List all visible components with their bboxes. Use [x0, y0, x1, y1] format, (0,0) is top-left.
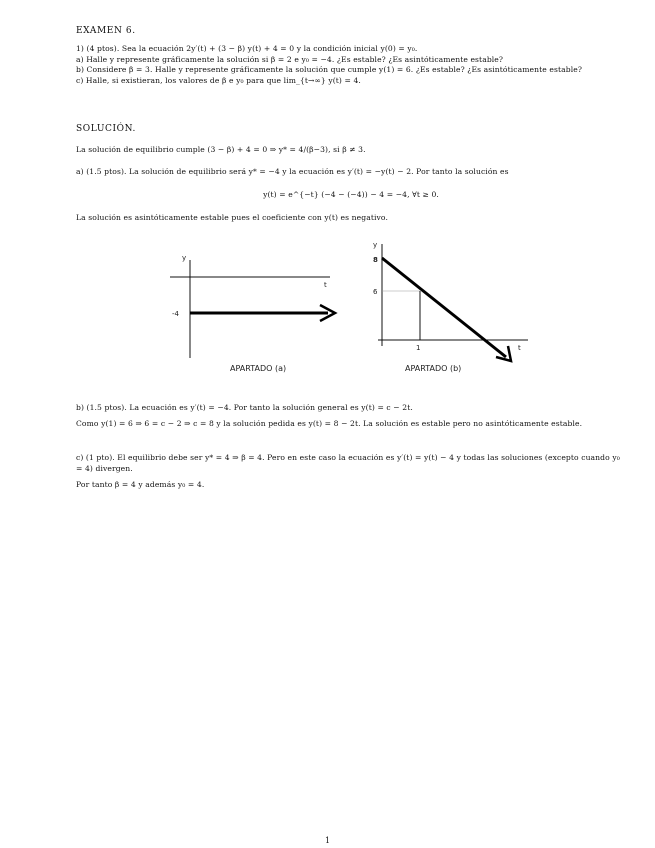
figure-b-tick-1: 1: [416, 344, 421, 352]
solution-heading: SOLUCIÓN.: [76, 124, 136, 134]
figure-b-caption: APARTADO (b): [405, 364, 462, 373]
figure-b-solution-line: [382, 258, 506, 357]
solution-a-formula: y(t) = e^{−t} (−4 − (−4)) − 4 = −4, ∀t ≥ 0.: [263, 190, 439, 199]
exam-title: EXAMEN 6.: [76, 26, 136, 36]
figure-a-y-label: y: [182, 254, 187, 262]
figure-a-caption: APARTADO (a): [230, 364, 287, 373]
figure-b-tick-8: 8: [373, 256, 378, 264]
equilibrium-text: La solución de equilibrio cumple (3 − β) + 4 = 0 ⇒ y* = 4/(β−3), si β ≠ 3.: [76, 145, 366, 154]
problem-part-c: c) Halle, si existieran, los valores de β e y₀ para que lim_{t→∞} y(t) = 4.: [76, 75, 361, 85]
problem-main: 1) (4 ptos). Sea la ecuación 2y′(t) + (3 − β) y(t) + 4 = 0 y la condición inicial y(0) = y₀.: [76, 44, 418, 53]
figure-b: [360, 236, 540, 381]
problem-statement: [76, 44, 626, 86]
problem-part-b: b) Considere β = 3. Halle y represente gráficamente la solución que cumple y(1) = 6. ¿Es estable? ¿Es asintóticamente estable?: [76, 65, 583, 74]
solution-b-conclusion: Como y(1) = 6 ⇒ 6 = c − 2 ⇒ c = 8 y la solución pedida es y(t) = 8 − 2t. La solución es estable pero no asintóticamente estable.: [76, 419, 583, 428]
solution-b-text: b) (1.5 ptos). La ecuación es y′(t) = −4. Por tanto la solución general es y(t) = c − 2t.: [76, 403, 413, 412]
solution-a-text: a) (1.5 ptos). La solución de equilibrio será y* = −4 y la ecuación es y′(t) = −y(t) − 2. Por tanto la solución es: [76, 167, 509, 176]
figure-b-y-label: y: [373, 241, 378, 249]
solution-a-conclusion: La solución es asintóticamente estable pues el coeficiente con y(t) es negativo.: [76, 213, 388, 222]
figure-b-tick-6: 6: [373, 288, 378, 296]
solution-c-conclusion: Por tanto β = 4 y además y₀ = 4.: [76, 480, 205, 489]
problem-part-a: a) Halle y represente gráficamente la solución si β = 2 e y₀ = −4. ¿Es estable? ¿Es asintóticamente estable?: [76, 54, 504, 64]
page-number: 1: [324, 836, 331, 845]
figure-a-level-label: -4: [172, 310, 179, 318]
solution-c-text: c) (1 pto). El equilibrio debe ser y* = 4 ⇒ β = 4. Pero en este caso la ecuación es y′(t) = y(t) − 4 y todas las soluciones (excepto cuando y₀ = 4) divergen.: [76, 453, 620, 473]
figure-b-t-label: t: [518, 344, 521, 352]
figure-a: [160, 240, 350, 380]
figure-a-t-label: t: [324, 281, 327, 289]
